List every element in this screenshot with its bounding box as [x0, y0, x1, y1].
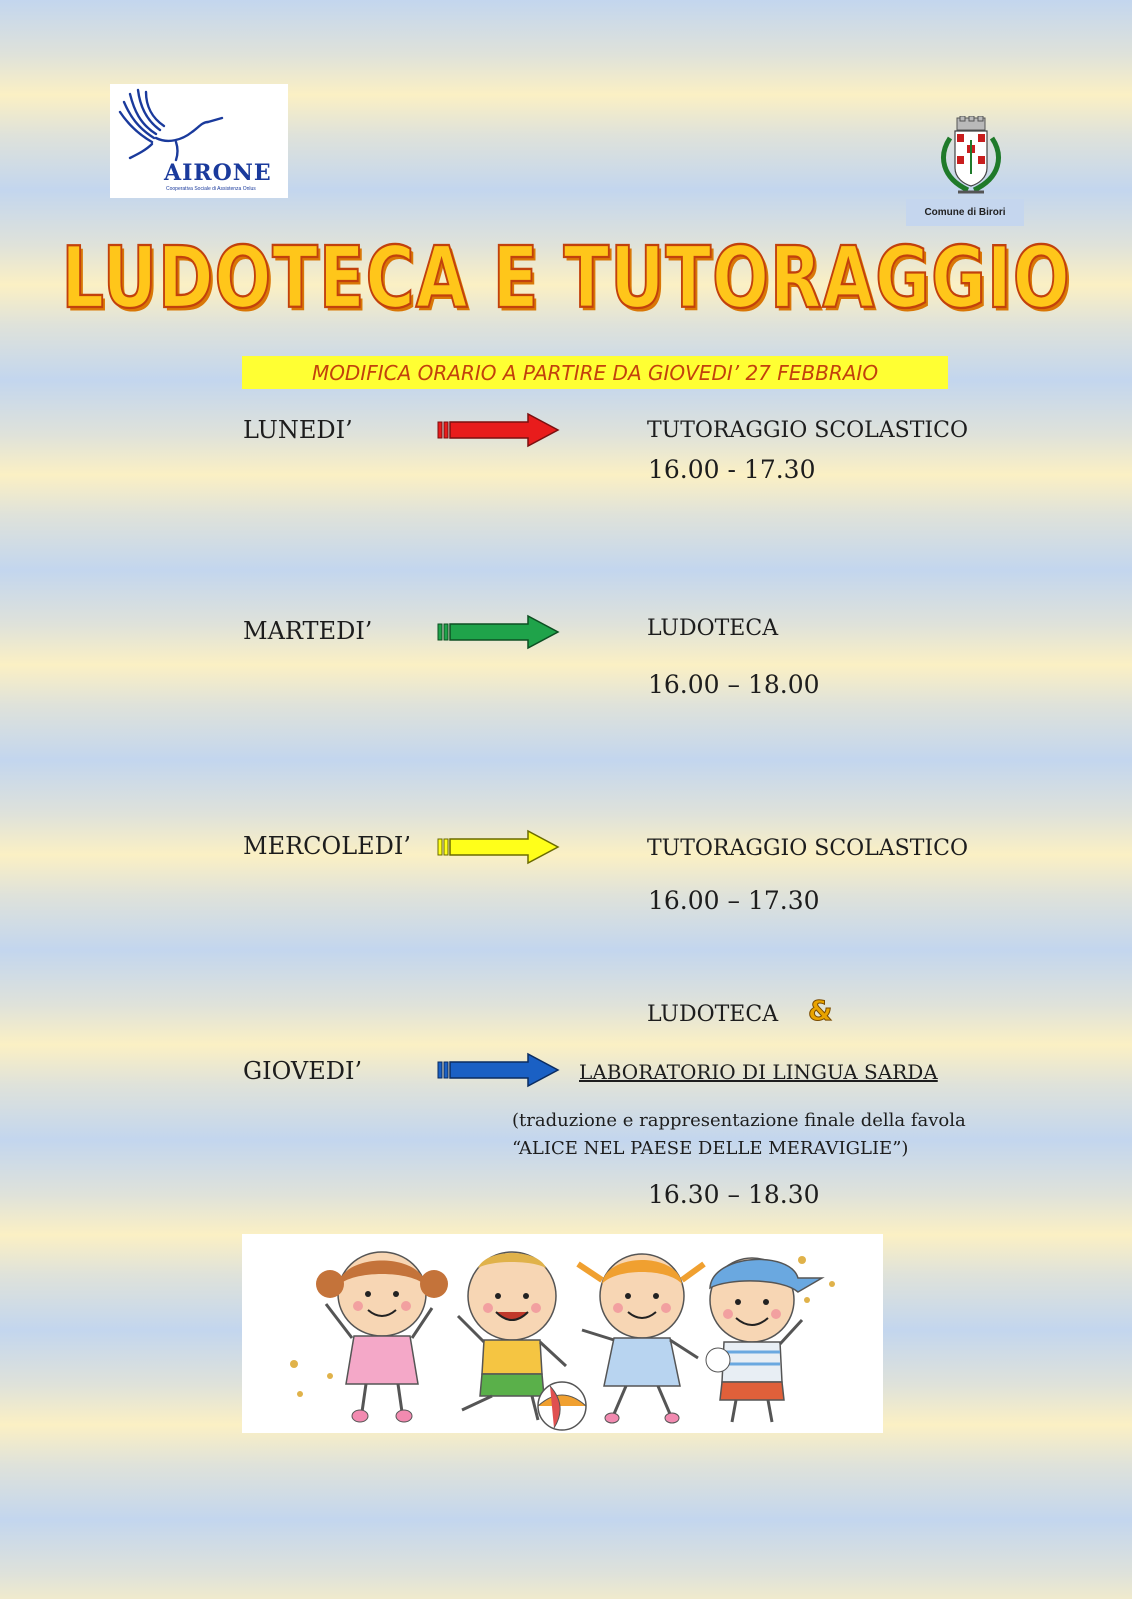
child-girl-1 — [316, 1252, 448, 1422]
thursday-note-line2: “ALICE NEL PAESE DELLE MERAVIGLIE”) — [512, 1138, 909, 1159]
page-title: LUDOTECA E TUTORAGGIO — [61, 228, 1071, 328]
kids-illustration — [242, 1234, 883, 1433]
airone-logo-subtitle: Cooperativa Sociale di Assistenza Onlus — [166, 186, 256, 192]
time-wednesday: 16.00 – 17.30 — [648, 886, 820, 915]
thursday-note-line1: (traduzione e rappresentazione finale della favola — [512, 1110, 966, 1131]
children-playing-illustration — [242, 1234, 883, 1433]
child-boy-2 — [706, 1258, 822, 1422]
time-tuesday: 16.00 – 18.00 — [648, 670, 820, 699]
day-wednesday: MERCOLEDI’ — [243, 832, 412, 860]
activity-thursday: LUDOTECA — [647, 1002, 779, 1027]
activity-wednesday: TUTORAGGIO SCOLASTICO — [647, 836, 968, 861]
time-monday: 16.00 - 17.30 — [648, 455, 816, 484]
activity-thursday-lab: LABORATORIO DI LINGUA SARDA — [579, 1060, 938, 1084]
arrow-yellow-icon — [436, 829, 560, 865]
schedule-change-notice: MODIFICA ORARIO A PARTIRE DA GIOVEDI’ 27 FEBBRAIO — [242, 356, 948, 389]
municipal-crest — [938, 116, 1004, 200]
activity-tuesday: LUDOTECA — [647, 616, 779, 641]
crest-icon — [938, 116, 1004, 200]
arrow-green-icon — [436, 614, 560, 650]
activity-monday: TUTORAGGIO SCOLASTICO — [647, 418, 968, 443]
day-thursday: GIOVEDI’ — [243, 1057, 363, 1085]
time-thursday: 16.30 – 18.30 — [648, 1180, 820, 1209]
airone-logo-name: AIRONE — [164, 160, 272, 186]
ball-icon — [538, 1382, 586, 1430]
child-girl-2 — [578, 1254, 704, 1423]
crest-label: Comune di Birori — [906, 199, 1024, 226]
ampersand-symbol: & — [808, 994, 833, 1027]
heron-icon — [116, 88, 226, 168]
day-monday: LUNEDI’ — [243, 416, 353, 444]
day-tuesday: MARTEDI’ — [243, 617, 373, 645]
airone-logo — [110, 84, 288, 198]
arrow-blue-icon — [436, 1052, 560, 1088]
arrow-red-icon — [436, 412, 560, 448]
